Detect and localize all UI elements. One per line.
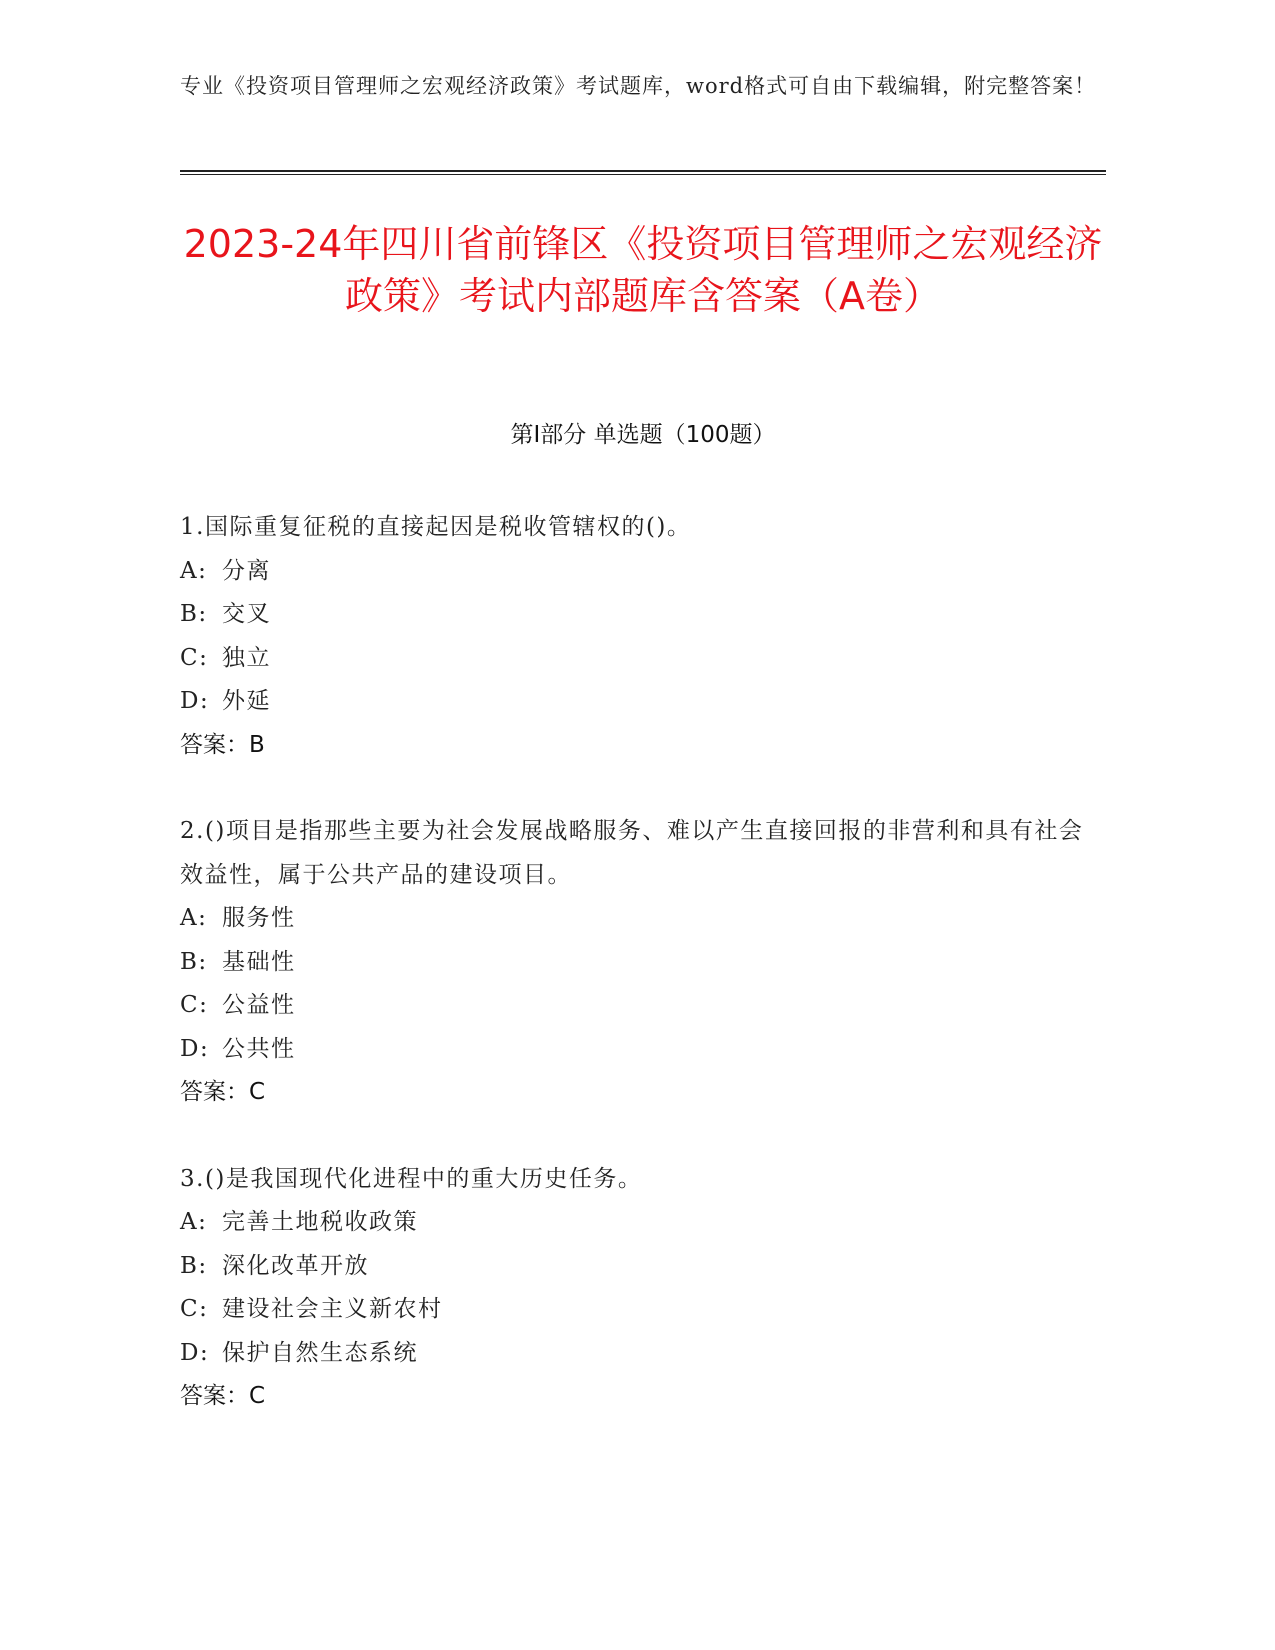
option-letter: C: <box>180 992 209 1018</box>
header-note: 专业《投资项目管理师之宏观经济政策》考试题库，word格式可自由下载编辑，附完整答案！ <box>180 74 1097 98</box>
option-letter: A: <box>180 1209 208 1235</box>
option-letter: C: <box>180 644 209 671</box>
option-text: 深化改革开放 <box>222 1252 369 1279</box>
question-1 <box>180 506 1106 767</box>
option-letter: A: <box>180 557 208 584</box>
question-3 <box>180 1158 1106 1419</box>
section-title: 第Ⅰ部分 单选题（100题） <box>510 422 776 448</box>
option-d <box>180 1028 1106 1072</box>
header-rule <box>180 170 1106 175</box>
option-letter: D: <box>180 1339 210 1366</box>
option-text: 服务性 <box>222 905 296 931</box>
option-c <box>180 1288 1106 1332</box>
option-a <box>180 897 1106 941</box>
question-list <box>180 506 1106 1462</box>
option-letter: B: <box>180 1252 208 1279</box>
option-a <box>180 550 1106 594</box>
option-text: 完善土地税收政策 <box>222 1209 418 1235</box>
question-stem: 2.()项目是指那些主要为社会发展战略服务、难以产生直接回报的非营利和具有社会效益性，属于公共产品的建设项目。 <box>180 818 1084 888</box>
question-2 <box>180 810 1106 1115</box>
option-letter: D: <box>180 688 210 714</box>
option-text: 保护自然生态系统 <box>222 1339 418 1366</box>
option-letter: D: <box>180 1035 210 1062</box>
option-b <box>180 593 1106 637</box>
answer-line: 答案：C <box>180 1383 266 1409</box>
answer-line: 答案：C <box>180 1079 266 1105</box>
option-c <box>180 984 1106 1028</box>
option-c <box>180 637 1106 681</box>
option-b <box>180 1245 1106 1289</box>
option-text: 分离 <box>222 557 271 584</box>
option-text: 公益性 <box>222 992 296 1018</box>
answer-line: 答案：B <box>180 731 265 758</box>
option-text: 外延 <box>222 688 271 714</box>
option-letter: A: <box>180 905 208 931</box>
option-letter: B: <box>180 948 208 975</box>
question-stem: 1.国际重复征税的直接起因是税收管辖权的()。 <box>180 514 692 540</box>
option-text: 公共性 <box>222 1035 296 1062</box>
option-letter: B: <box>180 601 208 627</box>
option-text: 交叉 <box>222 601 271 627</box>
option-a <box>180 1201 1106 1245</box>
option-d <box>180 1332 1106 1376</box>
option-letter: C: <box>180 1296 209 1322</box>
option-b <box>180 941 1106 985</box>
option-text: 建设社会主义新农村 <box>222 1296 443 1322</box>
option-text: 基础性 <box>222 948 296 975</box>
option-text: 独立 <box>222 644 271 671</box>
question-stem: 3.()是我国现代化进程中的重大历史任务。 <box>180 1165 643 1192</box>
option-d <box>180 680 1106 724</box>
document-title: 2023-24年四川省前锋区《投资项目管理师之宏观经济政策》考试内部题库含答案（A卷） <box>183 222 1103 318</box>
